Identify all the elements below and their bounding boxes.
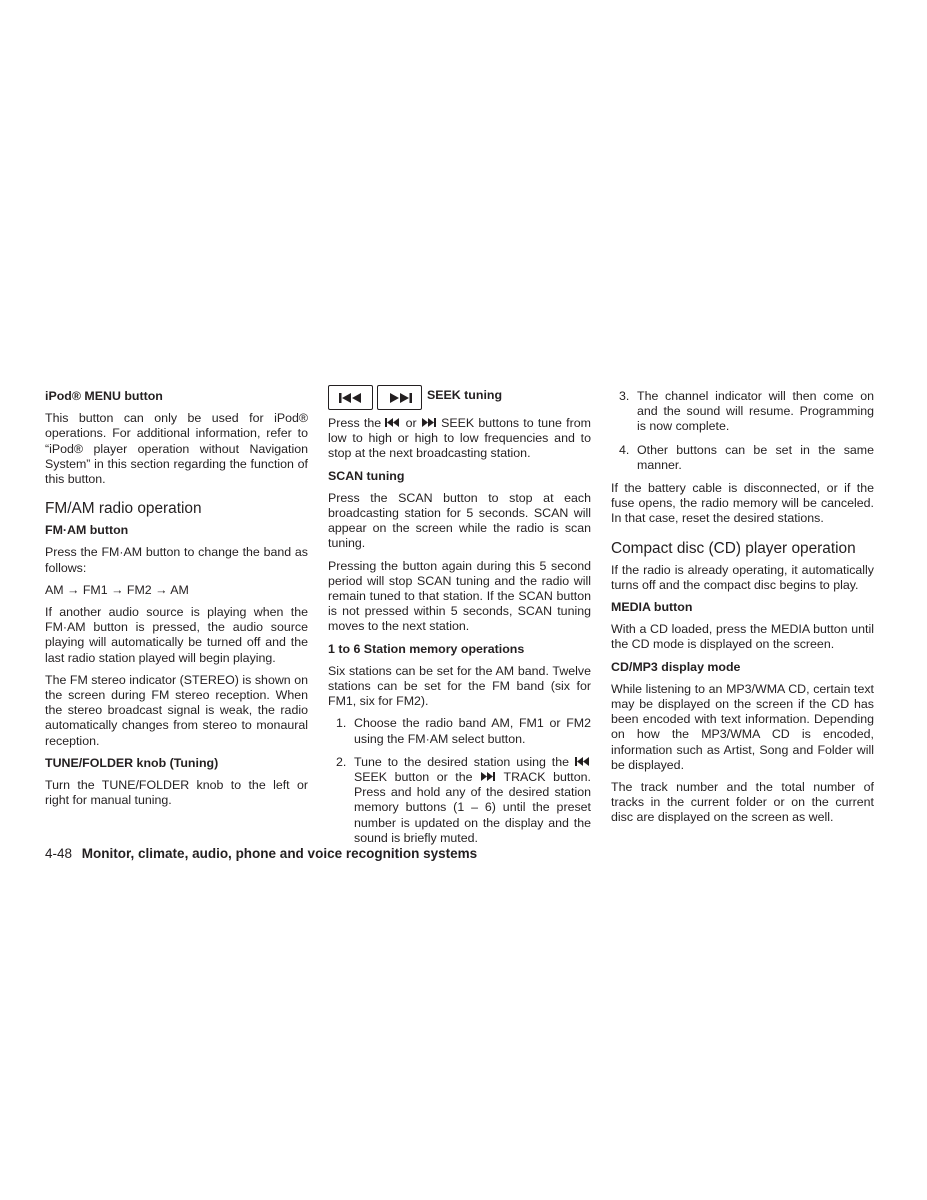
tune-folder-text: Turn the TUNE/FOLDER knob to the left or right for manual tuning.: [45, 778, 308, 808]
seek-tuning-heading: SEEK tuning: [427, 388, 503, 402]
scan-tuning-heading: SCAN tuning: [328, 468, 405, 483]
ipod-menu-text: This button can only be used for iPod® operations. For additional information, refer to “iPod® player operation without Navigation System” in this section regarding the function of this button.: [45, 411, 308, 487]
media-button-heading: MEDIA button: [611, 600, 693, 615]
list-item: [611, 389, 874, 435]
step-text: The channel indicator will then come on and the sound will resume. Programming is now complete.: [637, 389, 874, 434]
seek-paragraph: [328, 416, 591, 462]
cd-section-title: Compact disc (CD) player operation: [611, 539, 856, 557]
fmam-paragraph-2: If another audio source is playing when the FM·AM button is pressed, the audio source playing will automatically be turned off and the last radio station played will begin playing.: [45, 605, 308, 665]
seek-forward-icon: [387, 392, 413, 404]
step-number: 3.: [619, 389, 630, 403]
step-text-b: SEEK button or the: [354, 770, 473, 785]
seek-back-button-graphic: [328, 385, 373, 410]
scan-paragraph-2: Pressing the button again during this 5 second period will stop SCAN tuning and the radio will remain tuned to that station. If the SCAN button is not pressed within 5 seconds, SCAN tuning moves to the next station.: [328, 558, 591, 634]
band-sequence: AM → FM1 → FM2 → AM: [45, 582, 189, 597]
step-number: 4.: [619, 442, 630, 457]
battery-paragraph: If the battery cable is disconnected, or if the fuse opens, the radio memory will be canceled. In that case, reset the desired stations.: [611, 481, 874, 526]
mp3-display-heading: CD/MP3 display mode: [611, 659, 741, 674]
page-number: 4-48: [45, 846, 73, 861]
column-left: [45, 389, 308, 815]
memory-paragraph: Six stations can be set for the AM band. Twelve stations can be set for the FM band (six for FM1, six for FM2).: [328, 663, 591, 709]
seek-heading-row: [328, 385, 591, 410]
seek-text-a: Press the: [328, 416, 382, 430]
step-text: Choose the radio band AM, FM1 or FM2 using the FM·AM select button.: [354, 716, 591, 746]
column-middle: [328, 389, 591, 854]
mp3-paragraph-2: The track number and the total number of tracks in the current folder or on the current disc are displayed on the screen as well.: [611, 780, 874, 825]
memory-steps: [328, 716, 591, 846]
column-right: [611, 389, 874, 833]
chapter-title: Monitor, climate, audio, phone and voice recognition systems: [81, 846, 478, 861]
seek-text-or: or: [405, 416, 417, 430]
step-text-a: Tune to the desired station using the: [354, 754, 570, 769]
fmam-paragraph-1: Press the FM·AM button to change the band as follows:: [45, 545, 308, 575]
media-paragraph: With a CD loaded, press the MEDIA button until the CD mode is displayed on the screen.: [611, 622, 874, 652]
tune-folder-heading: TUNE/FOLDER knob (Tuning): [45, 755, 219, 770]
step-text-c: TRACK button. Press and hold any of the desired station memory buttons (1 – 6) until the preset number is updated on the display and the sound is briefly muted.: [354, 770, 591, 845]
seek-back-icon: [385, 418, 401, 427]
seek-back-icon: [338, 392, 364, 404]
step-number: 2.: [336, 754, 347, 769]
fmam-button-heading: FM·AM button: [45, 523, 129, 538]
seek-forward-button-graphic: [377, 385, 422, 410]
step-text: Other buttons can be set in the same manner.: [637, 442, 874, 472]
list-item: [611, 443, 874, 473]
mp3-paragraph-1: While listening to an MP3/WMA CD, certain text may be displayed on the screen if the CD has been encoded with text information. Depending on how the MP3/WMA CD is encoded, information such as Artist, Song and Folder will be displayed.: [611, 681, 874, 772]
memory-steps-continued: [611, 389, 874, 473]
ipod-menu-heading: iPod® MENU button: [45, 389, 163, 403]
fmam-paragraph-3: The FM stereo indicator (STEREO) is shown on the screen during FM stereo reception. When the stereo broadcast signal is weak, the radio automatically changes from stereo to monaural reception.: [45, 672, 308, 748]
seek-text-b: SEEK buttons to tune from low to high or high to low frequencies and to stop at the next broadcasting station.: [328, 416, 591, 461]
cd-paragraph: If the radio is already operating, it automatically turns off and the compact disc begins to play.: [611, 562, 874, 592]
memory-heading: 1 to 6 Station memory operations: [328, 641, 525, 656]
seek-back-icon: [575, 757, 591, 766]
scan-paragraph-1: Press the SCAN button to stop at each broadcasting station for 5 seconds. SCAN will appear on the screen while the radio is scan tuning.: [328, 490, 591, 551]
seek-forward-icon: [421, 418, 437, 427]
step-number: 1.: [336, 716, 347, 731]
fmam-section-title: FM/AM radio operation: [45, 500, 202, 518]
list-item: [328, 755, 591, 846]
list-item: [328, 716, 591, 746]
page-footer: [45, 846, 477, 861]
seek-forward-icon: [480, 772, 496, 781]
